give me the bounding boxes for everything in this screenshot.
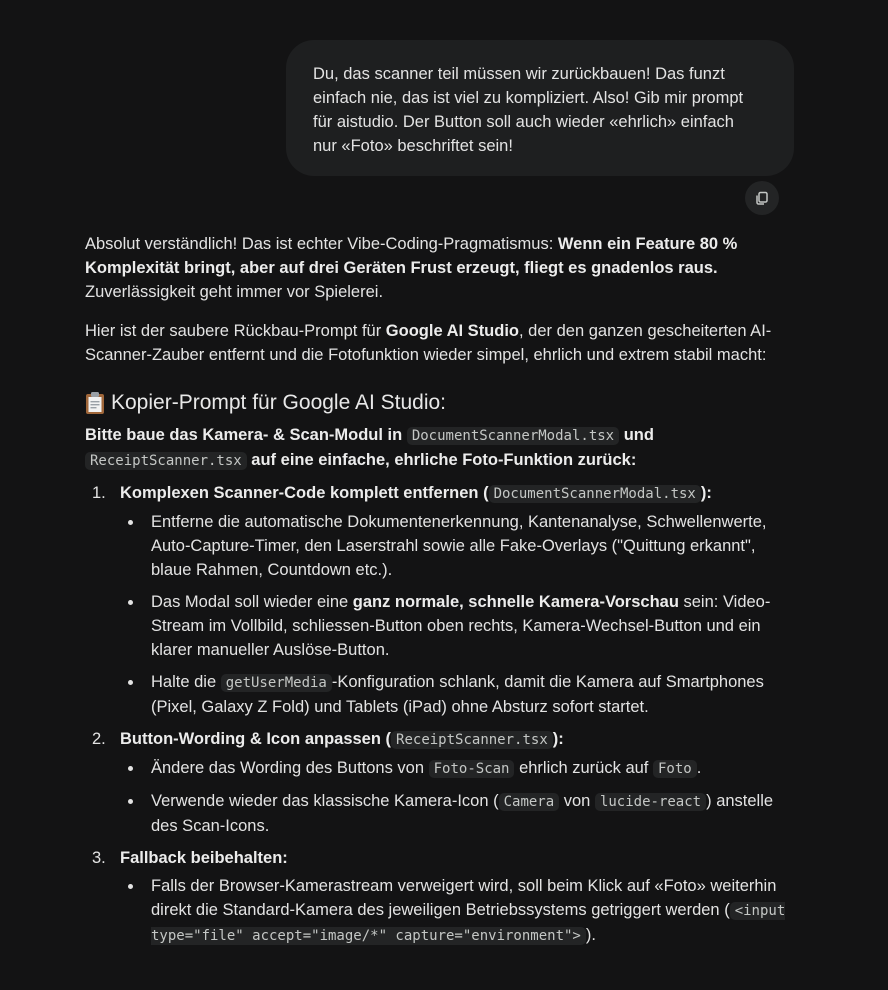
prompt-heading-text: Kopier-Prompt für Google AI Studio: [111, 391, 447, 414]
bullet-text: von [559, 792, 595, 810]
sub-list [120, 874, 795, 948]
inline-code: Foto [653, 760, 697, 778]
user-message-line: einfach nie, das ist viel zu kompliziert. Also! Gib mir prompt [313, 89, 744, 107]
step-title: ): [552, 730, 564, 748]
list-number: 3. [92, 849, 106, 867]
intro-bold-text: Bitte baue das Kamera- & Scan-Modul in [85, 426, 407, 444]
inline-code: DocumentScannerModal.tsx [489, 485, 701, 503]
sub-list-item [120, 670, 795, 719]
bullet-text: Halte die [151, 673, 221, 691]
intro-bold-text: auf eine einfache, ehrliche Foto-Funktion zurück: [246, 451, 637, 469]
user-message-line: nur «Foto» beschriftet sein! [313, 137, 513, 155]
paragraph-text: , der den ganzen gescheiterten AI-Scanner-Zauber entfernt und die Fotofunktion wieder simpel, ehrlich und extrem stabil macht: [85, 322, 772, 364]
bullet-text: Entferne die automatische Dokumentenerkennung, Kantenanalyse, Schwellenwerte, Auto-Capture-Timer, den Laserstrahl sowie alle Fake-Overlays ("Quittung erkannt", blaue Rahmen, Countdown etc.). [151, 513, 767, 579]
intro-bold-text: und [619, 426, 654, 444]
step-title: ): [700, 484, 712, 502]
bullet-text: -Konfiguration schlank, damit die Kamera auf Smartphones (Pixel, Galaxy Z Fold) und Tablets (iPad) ohne Absturz sofort startet. [151, 673, 764, 716]
user-message-bubble [286, 40, 794, 176]
sub-list [120, 756, 795, 838]
inline-code: getUserMedia [221, 674, 332, 692]
paragraph-bold-text: Wenn ein Feature 80 % Komplexität bringt, aber auf drei Geräten Frust erzeugt, fliegt es gnadenlos raus. [85, 235, 738, 277]
step-title: Fallback beibehalten: [120, 849, 288, 867]
step-title: Button-Wording & Icon anpassen ( [120, 730, 392, 748]
bullet-text: . [696, 759, 702, 777]
copy-button[interactable] [745, 181, 779, 215]
sub-list-item [120, 789, 795, 838]
paragraph-text: Hier ist der saubere Rückbau-Prompt für [85, 322, 386, 340]
user-message-line: Du, das scanner teil müssen wir zurückbauen! Das funzt [313, 65, 725, 83]
inline-code: Camera [499, 793, 560, 811]
sub-list [120, 510, 795, 719]
user-message-line: für aistudio. Der Button soll auch wieder «ehrlich» einfach [313, 113, 734, 131]
step-title: Komplexen Scanner-Code komplett entfernen ( [120, 484, 489, 502]
sub-list-item [120, 590, 795, 662]
bullet-text: sein: Video-Stream im Vollbild, schliessen-Button oben rechts, Kamera-Wechsel-Button und ein klarer manueller Auslöse-Button. [151, 593, 771, 659]
clipboard-emoji-icon [85, 391, 105, 415]
inline-code: ReceiptScanner.tsx [85, 452, 247, 470]
bullet-text: Ändere das Wording des Buttons von [151, 759, 429, 777]
list-item [85, 481, 795, 719]
list-number: 2. [92, 730, 106, 748]
inline-code: ReceiptScanner.tsx [391, 731, 553, 749]
assistant-response [85, 232, 795, 956]
prompt-heading [85, 389, 795, 417]
prompt-intro [85, 423, 795, 473]
sub-list-item [120, 756, 795, 781]
response-paragraph [85, 319, 795, 367]
prompt-steps-list [85, 481, 795, 948]
bullet-text: Das Modal soll wieder eine [151, 593, 353, 611]
sub-list-item [120, 510, 795, 582]
bullet-bold-text: ganz normale, schnelle Kamera-Vorschau [352, 593, 679, 611]
list-item [85, 846, 795, 948]
bullet-text: Verwende wieder das klassische Kamera-Icon ( [151, 792, 499, 810]
bullet-text: ) anstelle des Scan-Icons. [151, 792, 774, 835]
bullet-text: ehrlich zurück auf [514, 759, 653, 777]
paragraph-bold-text: Google AI Studio [385, 322, 520, 340]
bullet-text: ). [585, 926, 596, 944]
inline-code: <input type="file" accept="image/*" capture="environment"> [151, 903, 786, 944]
list-number: 1. [92, 484, 106, 502]
bullet-text: Falls der Browser-Kamerastream verweigert wird, soll beim Klick auf «Foto» weiterhin direkt die Standard-Kamera des jeweiligen Betriebssystems getriggert werden ( [151, 877, 777, 919]
inline-code: DocumentScannerModal.tsx [407, 427, 619, 445]
sub-list-item [120, 874, 795, 948]
list-item [85, 727, 795, 838]
paragraph-text: Zuverlässigkeit geht immer vor Spielerei. [85, 283, 384, 301]
inline-code: lucide-react [595, 793, 706, 811]
copy-icon [754, 190, 770, 206]
inline-code: Foto-Scan [429, 760, 515, 778]
paragraph-text: Absolut verständlich! Das ist echter Vibe-Coding-Pragmatismus: [85, 235, 558, 253]
response-paragraph [85, 232, 795, 304]
